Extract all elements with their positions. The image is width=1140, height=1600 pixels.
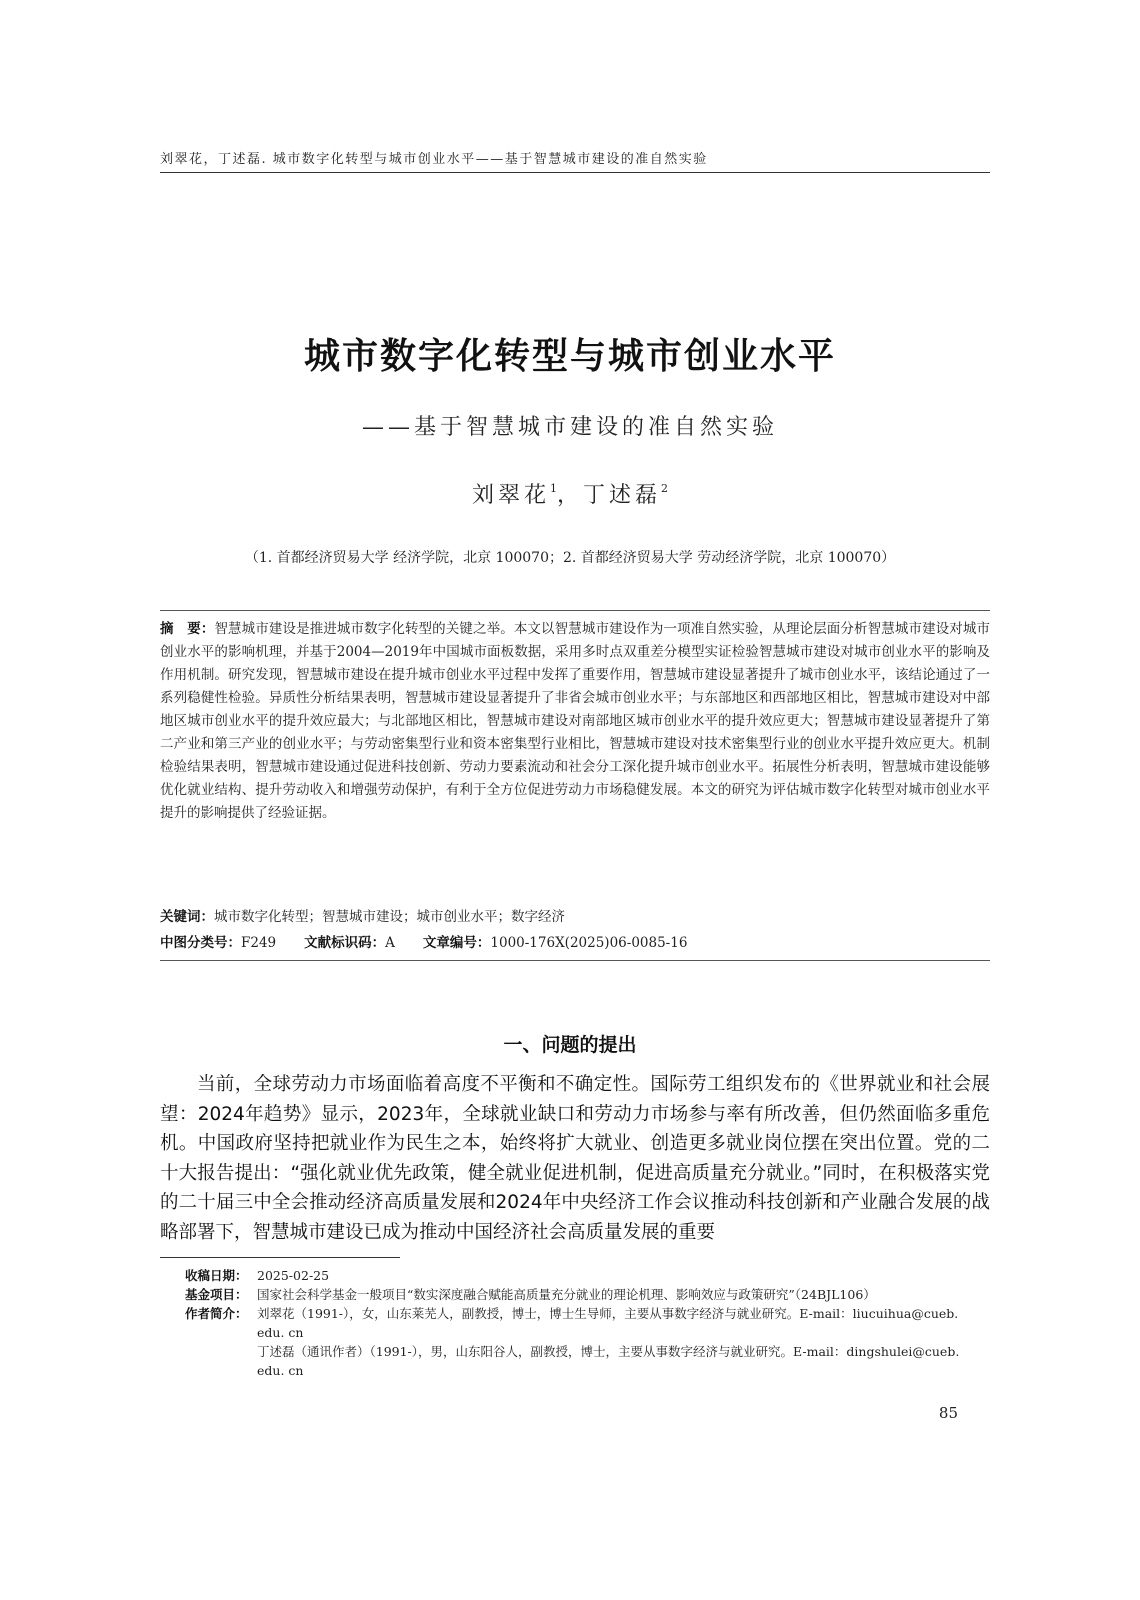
author-name: 刘翠花 — [471, 483, 550, 508]
abstract — [160, 618, 990, 825]
clc-value: F249 — [241, 935, 277, 951]
footnote-author-bio — [185, 1342, 975, 1380]
article-subtitle: ——基于智慧城市建设的准自然实验 — [361, 415, 778, 440]
footnote-value: 国家社会科学基金一般项目“数实深度融合赋能高质量充分就业的理论机理、影响效应与政策研究”（24BJL106） — [257, 1287, 876, 1302]
article-no-value: 1000-176X(2025)06-0085-16 — [490, 935, 688, 951]
author-affiliation-mark: 1 — [549, 481, 557, 495]
article-no-label: 文章编号： — [422, 935, 491, 951]
footnotes — [185, 1266, 975, 1380]
footnote-value: 丁述磊（通讯作者）（1991-），男，山东阳谷人，副教授，博士，主要从事数字经济与就业研究。E-mail：dingshulei@cueb. edu. cn — [257, 1344, 960, 1378]
keywords — [160, 906, 990, 928]
header-divider — [160, 172, 990, 173]
keywords-text: 城市数字化转型；智慧城市建设；城市创业水平；数字经济 — [214, 909, 565, 925]
section-heading: 一、问题的提出 — [503, 1034, 637, 1056]
footnote-received — [185, 1266, 975, 1285]
body-paragraph: 当前，全球劳动力市场面临着高度不平衡和不确定性。国际劳工组织发布的《世界就业和社会展望：2024年趋势》显示，2023年，全球就业缺口和劳动力市场参与率有所改善，但仍然面临多重危机。中国政府坚持把就业作为民生之本，始终将扩大就业、创造更多就业岗位摆在突出位置。党的二十大报告提出：“强化就业优先政策，健全就业促进机制，促进高质量充分就业。”同时，在积极落实党的二十届三中全会推动经济高质量发展和2024年中央经济工作会议推动科技创新和产业融合发展的战略部署下，智慧城市建设已成为推动中国经济社会高质量发展的重要 — [160, 1074, 990, 1243]
abstract-top-divider — [160, 610, 990, 611]
running-header: 刘翠花，丁述磊. 城市数字化转型与城市创业水平——基于智慧城市建设的准自然实验 — [160, 152, 708, 167]
doc-code-value: A — [385, 935, 395, 951]
footnote-label: 作者简介： — [185, 1306, 248, 1321]
abstract-bottom-divider — [160, 960, 990, 961]
footnote-label: 基金项目： — [185, 1287, 248, 1302]
clc-label: 中图分类号： — [160, 935, 241, 951]
abstract-label: 摘 要： — [160, 621, 215, 637]
author-name: 丁述磊 — [583, 483, 662, 508]
footnote-funding — [185, 1285, 975, 1304]
footnote-divider — [160, 1257, 400, 1258]
author-separator: ， — [556, 483, 583, 508]
author-affiliation-mark: 2 — [661, 481, 669, 495]
affiliation: （1. 首都经济贸易大学 经济学院，北京 100070；2. 首都经济贸易大学 劳动经济学院，北京 100070） — [244, 550, 896, 566]
author-list — [0, 478, 1140, 509]
abstract-text: 智慧城市建设是推进城市数字化转型的关键之举。本文以智慧城市建设作为一项准自然实验，从理论层面分析智慧城市建设对城市创业水平的影响机理，并基于2004—2019年中国城市面板数据，采用多时点双重差分模型实证检验智慧城市建设对城市创业水平的影响及作用机制。研究发现，智慧城市建设在提升城市创业水平过程中发挥了重要作用，智慧城市建设显著提升了城市创业水平，该结论通过了一系列稳健性检验。异质性分析结果表明，智慧城市建设显著提升了非省会城市创业水平；与东部地区和西部地区相比，智慧城市建设对中部地区城市创业水平的提升效应最大；与北部地区相比，智慧城市建设对南部地区城市创业水平的提升效应更大；智慧城市建设显著提升了第二产业和第三产业的创业水平；与劳动密集型行业和资本密集型行业相比，智慧城市建设对技术密集型行业的创业水平提升效应更大。机制检验结果表明，智慧城市建设通过促进科技创新、劳动力要素流动和社会分工深化提升城市创业水平。拓展性分析表明，智慧城市建设能够优化就业结构、提升劳动收入和增强劳动保护，有利于全方位促进劳动力市场稳健发展。本文的研究为评估城市数字化转型对城市创业水平提升的影响提供了经验证据。 — [160, 621, 991, 821]
page-number: 85 — [938, 1404, 958, 1422]
footnote-label — [185, 1342, 257, 1380]
footnote-author-bio — [185, 1304, 975, 1342]
keywords-label: 关键词： — [160, 909, 214, 925]
footnote-label: 收稿日期： — [185, 1268, 248, 1283]
doc-code-label: 文献标识码： — [304, 935, 386, 951]
article-title: 城市数字化转型与城市创业水平 — [303, 336, 836, 377]
footnote-value: 2025-02-25 — [257, 1268, 330, 1283]
classification-line — [160, 932, 990, 954]
footnote-value: 刘翠花（1991-），女，山东莱芜人，副教授，博士，博士生导师，主要从事数字经济与就业研究。E-mail：liucuihua@cueb. edu. cn — [257, 1306, 959, 1340]
